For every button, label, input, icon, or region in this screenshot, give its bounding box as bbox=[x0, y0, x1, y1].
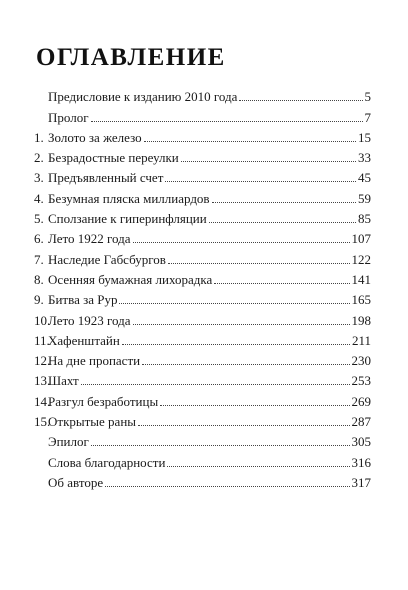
toc-leader-dots bbox=[105, 485, 349, 487]
toc-row bbox=[0, 390, 408, 410]
toc-row bbox=[0, 86, 408, 106]
toc-leader-dots bbox=[133, 323, 350, 325]
toc-row bbox=[0, 411, 408, 431]
toc-leader-dots bbox=[133, 241, 350, 243]
toc-page-number: 287 bbox=[351, 414, 371, 430]
toc-page-number: 85 bbox=[358, 211, 371, 227]
toc-page-number: 269 bbox=[351, 393, 371, 409]
toc-page-number: 33 bbox=[358, 150, 371, 166]
toc-row bbox=[0, 106, 408, 126]
toc-entry-label: Битва за Рур bbox=[48, 292, 118, 308]
toc-chapter-number: 1. bbox=[34, 129, 44, 145]
toc-chapter-number: 6. bbox=[34, 231, 44, 247]
toc-entry-label: Наследие Габсбургов bbox=[48, 251, 166, 267]
toc-chapter-number: 3. bbox=[34, 170, 44, 186]
toc-entry bbox=[48, 434, 371, 449]
toc-row bbox=[0, 350, 408, 370]
toc-chapter-number: 2. bbox=[34, 150, 44, 166]
toc-page-number: 5 bbox=[364, 89, 371, 105]
toc-entry bbox=[48, 353, 371, 368]
toc-chapter-number: 7. bbox=[34, 251, 44, 267]
toc-entry-label: Сползание к гиперинфляции bbox=[48, 211, 207, 227]
toc-entry bbox=[48, 170, 371, 185]
toc-leader-dots bbox=[138, 424, 349, 426]
toc-leader-dots bbox=[212, 201, 356, 203]
toc-page-number: 141 bbox=[351, 271, 371, 287]
toc-row bbox=[0, 451, 408, 471]
toc-entry-label: Золото за железо bbox=[48, 129, 142, 145]
toc-row bbox=[0, 127, 408, 147]
toc-leader-dots bbox=[119, 302, 349, 304]
toc-leader-dots bbox=[91, 120, 363, 122]
toc-chapter-number: 5. bbox=[34, 211, 44, 227]
toc-row bbox=[0, 431, 408, 451]
toc-entry-label: Безрадостные переулки bbox=[48, 150, 179, 166]
toc-entry bbox=[48, 130, 371, 145]
toc-page-number: 211 bbox=[351, 332, 371, 348]
toc-leader-dots bbox=[142, 363, 349, 365]
toc-entry-label: Слова благодарности bbox=[48, 454, 166, 470]
toc-row bbox=[0, 147, 408, 167]
toc-entry-label: Хафенштайн bbox=[48, 332, 120, 348]
toc-entry bbox=[48, 150, 371, 165]
toc-row bbox=[0, 208, 408, 228]
toc-page-number: 7 bbox=[364, 109, 371, 125]
toc-entry-label: Разгул безработицы bbox=[48, 393, 159, 409]
toc-list bbox=[0, 86, 408, 492]
toc-chapter-number: 8. bbox=[34, 271, 44, 287]
toc-entry bbox=[48, 475, 371, 490]
toc-row bbox=[0, 330, 408, 350]
toc-entry-label: Лето 1922 года bbox=[48, 231, 131, 247]
toc-entry bbox=[48, 89, 371, 104]
toc-leader-dots bbox=[168, 262, 350, 264]
toc-leader-dots bbox=[167, 465, 349, 467]
toc-row bbox=[0, 248, 408, 268]
toc-entry-label: Эпилог bbox=[48, 434, 89, 450]
toc-chapter-number: 14. bbox=[34, 393, 51, 409]
toc-entry bbox=[48, 373, 371, 388]
toc-entry-label: Открытые раны bbox=[48, 414, 137, 430]
toc-leader-dots bbox=[81, 383, 350, 385]
toc-row bbox=[0, 309, 408, 329]
toc-entry bbox=[48, 110, 371, 125]
toc-page-number: 253 bbox=[351, 373, 371, 389]
toc-row bbox=[0, 370, 408, 390]
toc-entry bbox=[48, 333, 371, 348]
toc-page-number: 122 bbox=[351, 251, 371, 267]
toc-page-number: 59 bbox=[358, 190, 371, 206]
toc-entry bbox=[48, 292, 371, 307]
toc-page-number: 198 bbox=[351, 312, 371, 328]
toc-entry-label: Пролог bbox=[48, 109, 89, 125]
toc-chapter-number: 12. bbox=[34, 353, 51, 369]
toc-row bbox=[0, 472, 408, 492]
toc-row bbox=[0, 187, 408, 207]
toc-entry-label: Об авторе bbox=[48, 474, 104, 490]
toc-leader-dots bbox=[91, 444, 350, 446]
toc-page-number: 230 bbox=[351, 353, 371, 369]
toc-page-number: 15 bbox=[358, 129, 371, 145]
toc-entry bbox=[48, 455, 371, 470]
toc-entry-label: Осенняя бумажная лихорадка bbox=[48, 271, 213, 287]
toc-page-number: 45 bbox=[358, 170, 371, 186]
page-title: ОГЛАВЛЕНИЕ bbox=[36, 44, 226, 71]
toc-leader-dots bbox=[160, 404, 349, 406]
toc-chapter-number: 9. bbox=[34, 292, 44, 308]
toc-leader-dots bbox=[214, 282, 349, 284]
toc-chapter-number: 10. bbox=[34, 312, 51, 328]
toc-entry-label: На дне пропасти bbox=[48, 353, 141, 369]
toc-leader-dots bbox=[165, 180, 356, 182]
toc-entry bbox=[48, 414, 371, 429]
toc-entry-label: Безумная пляска миллиардов bbox=[48, 190, 210, 206]
toc-leader-dots bbox=[209, 221, 356, 223]
toc-entry-label: Предисловие к изданию 2010 года bbox=[48, 89, 238, 105]
toc-row bbox=[0, 269, 408, 289]
toc-leader-dots bbox=[181, 160, 356, 162]
toc-leader-dots bbox=[239, 99, 362, 101]
toc-row bbox=[0, 167, 408, 187]
toc-page-number: 317 bbox=[351, 474, 371, 490]
toc-row bbox=[0, 289, 408, 309]
toc-row bbox=[0, 228, 408, 248]
toc-entry bbox=[48, 211, 371, 226]
toc-entry-label: Шахт bbox=[48, 373, 79, 389]
toc-chapter-number: 11. bbox=[34, 332, 50, 348]
toc-page-number: 305 bbox=[351, 434, 371, 450]
toc-entry bbox=[48, 231, 371, 246]
toc-chapter-number: 15. bbox=[34, 414, 51, 430]
toc-entry bbox=[48, 272, 371, 287]
toc-chapter-number: 4. bbox=[34, 190, 44, 206]
toc-entry bbox=[48, 252, 371, 267]
toc-page-number: 316 bbox=[351, 454, 371, 470]
toc-page-number: 165 bbox=[351, 292, 371, 308]
toc-entry-label: Лето 1923 года bbox=[48, 312, 131, 328]
toc-entry bbox=[48, 394, 371, 409]
toc-leader-dots bbox=[122, 343, 350, 345]
toc-leader-dots bbox=[144, 140, 356, 142]
toc-chapter-number: 13. bbox=[34, 373, 51, 389]
toc-page-number: 107 bbox=[351, 231, 371, 247]
toc-entry-label: Предъявленный счет bbox=[48, 170, 164, 186]
toc-entry bbox=[48, 313, 371, 328]
toc-entry bbox=[48, 191, 371, 206]
